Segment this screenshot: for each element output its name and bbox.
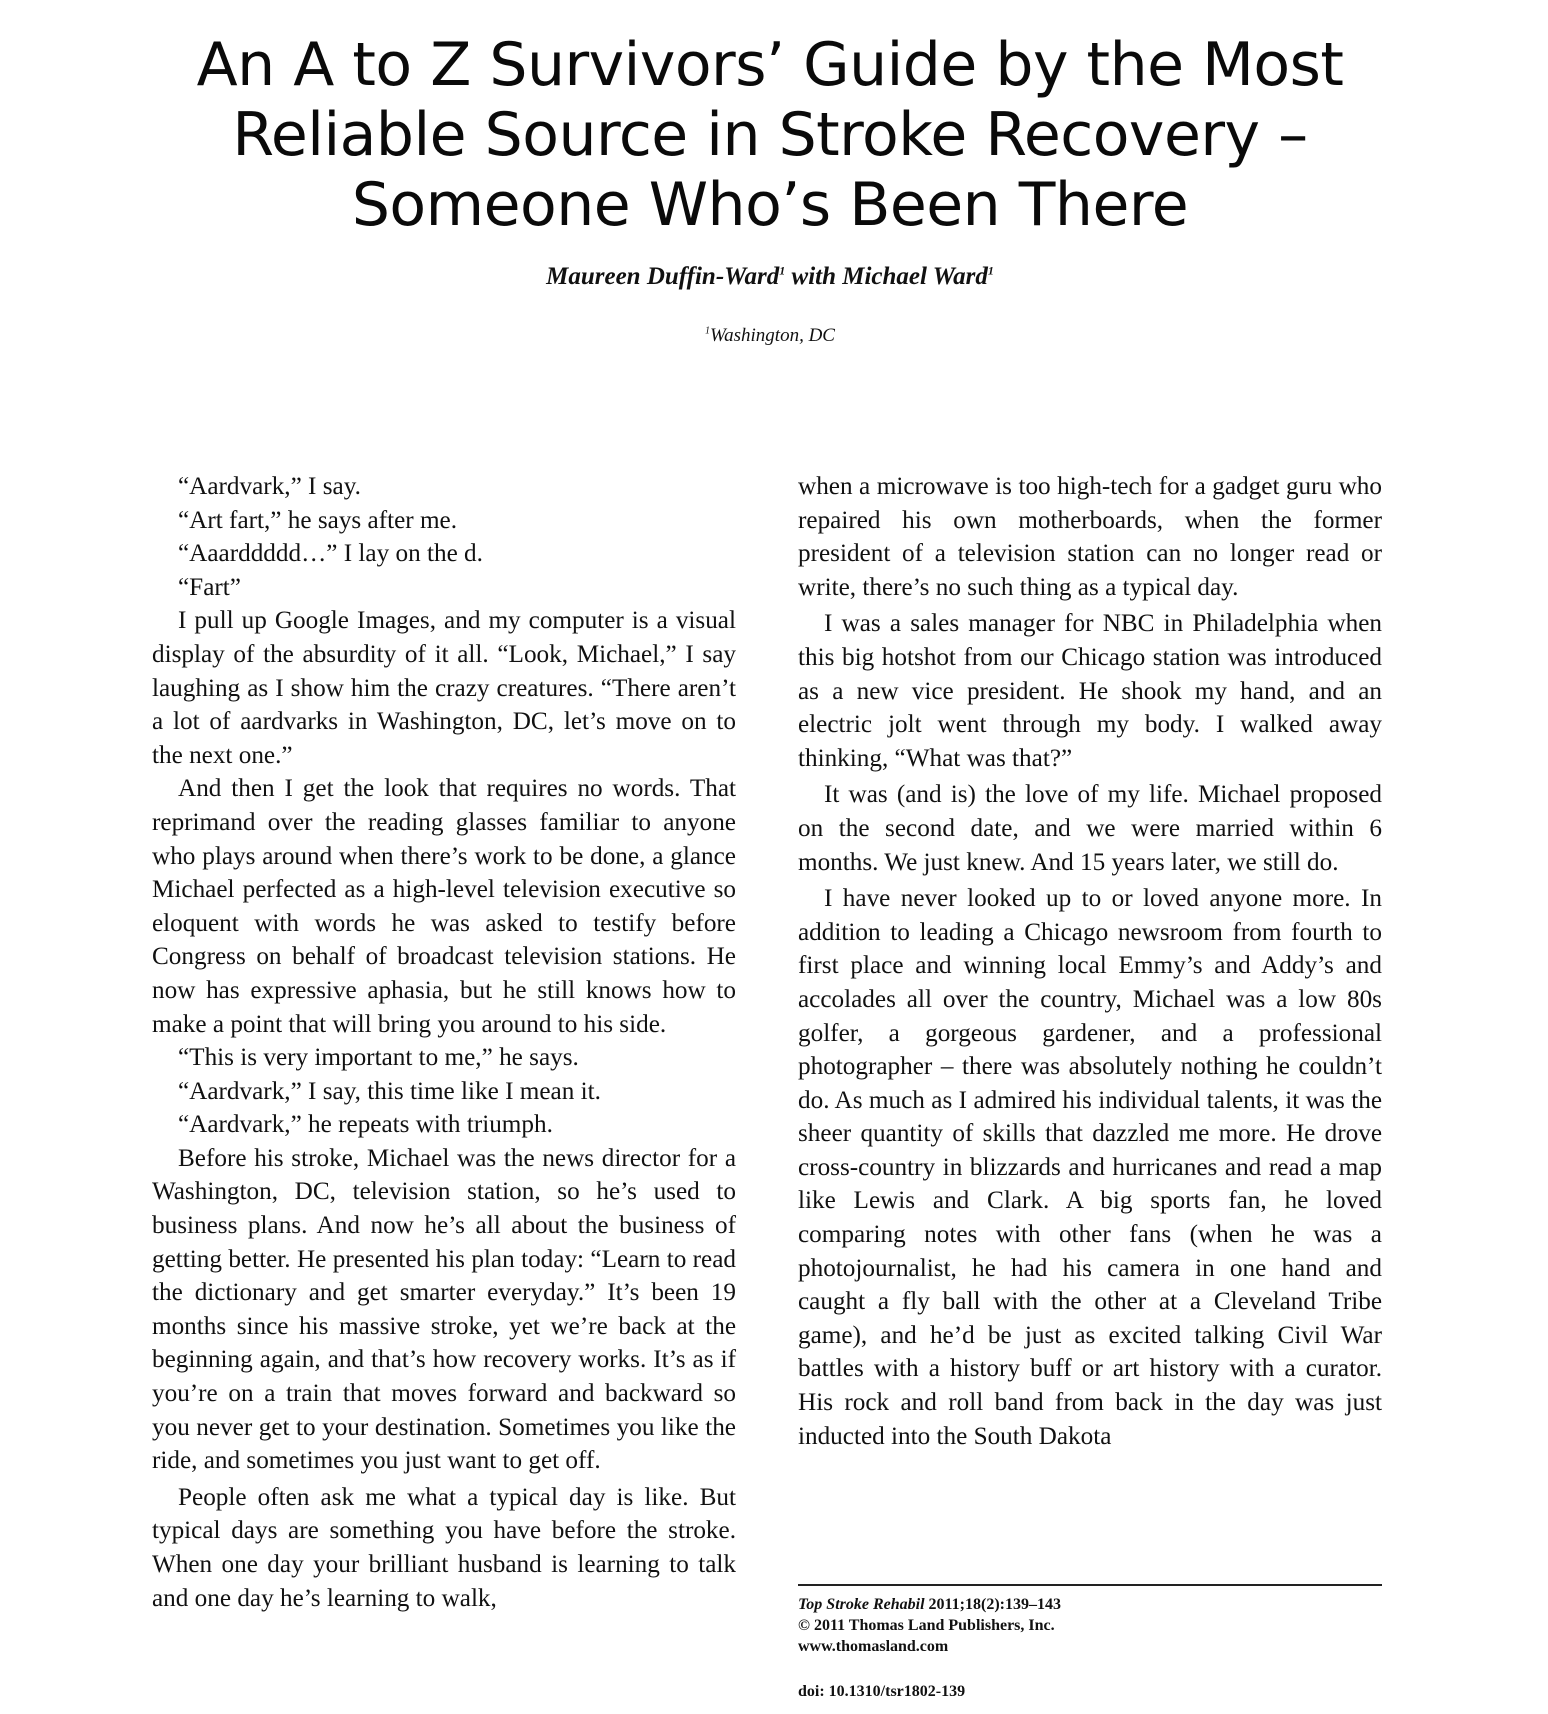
author-affiliation-marker: 1 [987,263,994,278]
author-line [150,262,1390,292]
affiliation-marker: 1 [705,325,711,337]
paragraph: And then I get the look that requires no words. That reprimand over the reading glasses familiar to anyone who plays around when there’s work to be done, a glance Michael perfected as a high-level television executive so eloquent with words he was asked to testify before Congress on behalf of broadcast television stations. He now has expressive aphasia, but he still knows how to make a point that will bring you around to his side. [152,775,736,1038]
affiliation [150,324,1390,348]
left-column [152,470,736,1615]
paragraph: “This is very important to me,” he says. [178,1044,579,1072]
paragraph: Before his stroke, Michael was the news director for a Washington, DC, television station, so he’s used to business plans. And now he’s all about the business of getting better. He presented his plan today: “Learn to read the dictionary and get smarter everyday.” It’s been 19 months since his massive stroke, yet we’re back at the beginning again, and that’s how recovery works. It’s as if you’re on a train that moves forward and backward so you never get to your destination. Sometimes you like the ride, and sometimes you just want to get off. [152,1144,736,1475]
footer-rule [798,1584,1382,1586]
article-title [150,30,1390,240]
citation-block [798,1594,1382,1657]
authors-joiner: with [785,263,843,290]
paragraph: “Art fart,” he says after me. [178,506,458,534]
journal-name: Top Stroke Rehabil [798,1596,925,1613]
citation-volume: 2011;18(2):139–143 [924,1596,1061,1613]
paragraph: I have never looked up to or loved anyone more. In addition to leading a Chicago newsroom from fourth to first place and winning local Emmy’s and Addy’s and accolades all over the country, Michael was a low 80s golfer, a gorgeous gardener, and a professional photographer – there was absolutely nothing he couldn’t do. As much as I admired his individual talents, it was the sheer quantity of skills that dazzled me more. He drove cross-country in blizzards and hurricanes and read a map like Lewis and Clark. A big sports fan, he loved comparing notes with other fans (when he was a photojournalist, he had his camera in one hand and caught a fly ball with the other at a Cleveland Tribe game), and he’d be just as excited talking Civil War battles with a history buff or art history with a curator. His rock and roll band from back in the day was just inducted into the South Dakota [798,885,1382,1450]
title-line: An A to Z Survivors’ Guide by the Most [196,30,1344,100]
paragraph: People often ask me what a typical day is like. But typical days are something you have before the stroke. When one day your brilliant husband is learning to talk and one day he’s learning to walk, [152,1483,736,1612]
copyright-line: © 2011 Thomas Land Publishers, Inc. [798,1617,1055,1634]
author-name: Maureen Duffin-Ward [546,263,780,290]
title-line: Reliable Source in Stroke Recovery – [232,100,1308,170]
doi-line: doi: 10.1310/tsr1802-139 [798,1683,966,1700]
paragraph: “Fart” [178,573,241,601]
paragraph: I was a sales manager for NBC in Philadelphia when this big hotshot from our Chicago station was introduced as a new vice president. He shook my hand, and an electric jolt went through my body. I walked away thinking, “What was that?” [798,610,1382,772]
paragraph: “Aardvark,” I say. [178,473,361,500]
paragraph: It was (and is) the love of my life. Michael proposed on the second date, and we were married within 6 months. We just knew. And 15 years later, we still do. [798,781,1382,876]
paragraph: I pull up Google Images, and my computer is a visual display of the absurdity of it all. “Look, Michael,” I say laughing as I show him the crazy creatures. “There aren’t a lot of aardvarks in Washington, DC, let’s move on to the next one.” [152,607,736,769]
paragraph: when a microwave is too high-tech for a gadget guru who repaired his own motherboards, when the former president of a television station can no longer read or write, there’s no such thing as a typical day. [798,473,1382,601]
author-affiliation-marker: 1 [779,263,786,278]
paragraph: “Aaarddddd…” I lay on the d. [178,540,483,568]
right-column [798,470,1382,1453]
citation-line [798,1594,1382,1615]
paragraph: “Aardvark,” he repeats with triumph. [178,1111,553,1139]
affiliation-text: Washington, DC [710,325,835,346]
title-line: Someone Who’s Been There [351,170,1189,240]
author-name: Michael Ward [842,263,988,290]
paragraph: “Aardvark,” I say, this time like I mean it. [178,1077,601,1105]
website-link[interactable]: www.thomasland.com [798,1638,949,1655]
